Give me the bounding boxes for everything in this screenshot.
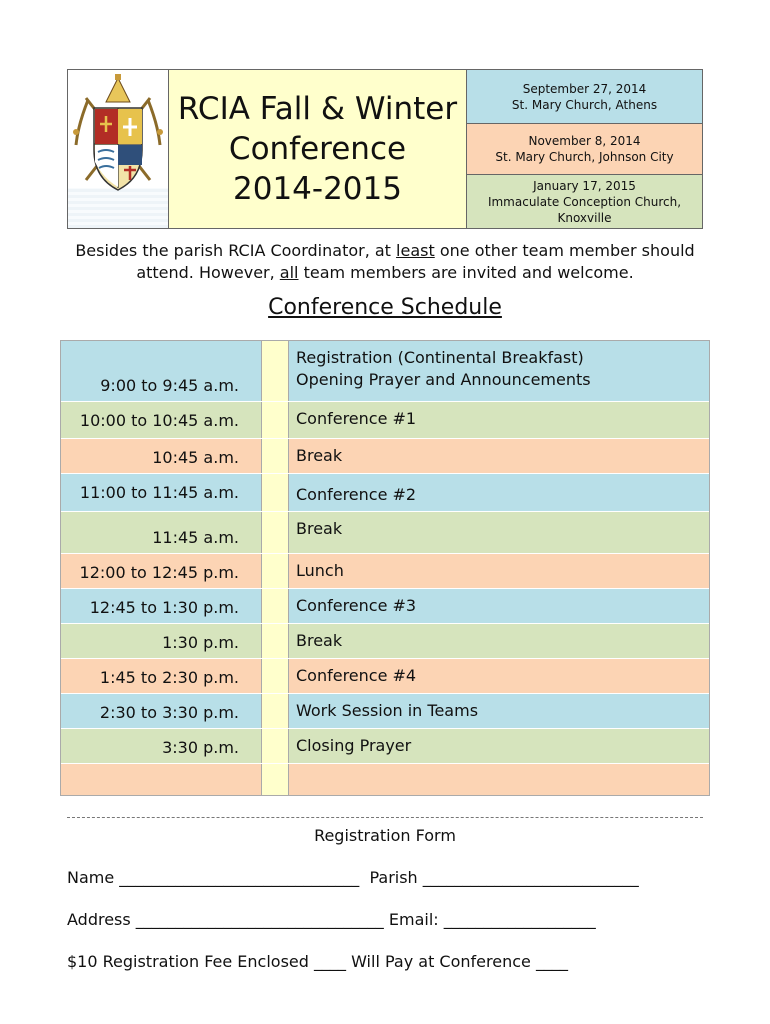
time-cell: 12:45 to 1:30 p.m.	[61, 589, 261, 623]
time-cell: 10:45 a.m.	[61, 439, 261, 473]
schedule-table	[60, 340, 710, 796]
activity-cell	[289, 341, 709, 401]
event-place: Knoxville	[557, 210, 612, 225]
time-cell: 11:00 to 11:45 a.m.	[61, 474, 261, 511]
intro-part: Besides the parish RCIA Coordinator, at	[75, 241, 397, 260]
spacer-cell	[261, 589, 289, 623]
spacer-cell	[261, 729, 289, 763]
intro-emphasis: least	[396, 241, 435, 260]
event-place: St. Mary Church, Johnson City	[495, 150, 674, 164]
fee-line[interactable]: $10 Registration Fee Enclosed ____ Will Pay at Conference ____	[67, 952, 568, 971]
time-cell: 2:30 to 3:30 p.m.	[61, 694, 261, 728]
address-email-line[interactable]: Address _______________________________ Email: ___________________	[67, 910, 596, 929]
title-line: RCIA Fall & Winter	[177, 91, 458, 127]
event-date: September 27, 2014	[522, 81, 647, 96]
spacer-cell	[261, 694, 289, 728]
table-row	[61, 729, 709, 764]
spacer-cell	[261, 439, 289, 473]
activity-cell: Conference #2	[289, 474, 709, 511]
spacer-cell	[261, 624, 289, 658]
activity-cell: Conference #4	[289, 659, 709, 693]
event-date: November 8, 2014	[528, 134, 641, 148]
spacer-cell	[261, 659, 289, 693]
table-row	[61, 512, 709, 554]
table-row	[61, 341, 709, 402]
time-cell: 10:00 to 10:45 a.m.	[61, 402, 261, 438]
table-row	[61, 474, 709, 512]
event-item	[467, 70, 702, 124]
activity-cell: Break	[289, 512, 709, 553]
table-row	[61, 589, 709, 624]
spacer-cell	[261, 474, 289, 511]
time-cell: 9:00 to 9:45 a.m.	[61, 341, 261, 401]
time-cell	[61, 764, 261, 795]
event-date: January 17, 2015	[533, 178, 636, 193]
time-cell: 1:30 p.m.	[61, 624, 261, 658]
title-cell	[169, 70, 467, 228]
time-cell: 3:30 p.m.	[61, 729, 261, 763]
activity-cell: Closing Prayer	[289, 729, 709, 763]
event-item	[467, 175, 702, 228]
intro-text	[60, 240, 710, 284]
event-item	[467, 124, 702, 175]
spacer-cell	[261, 764, 289, 795]
activity-cell: Break	[289, 439, 709, 473]
time-cell: 1:45 to 2:30 p.m.	[61, 659, 261, 693]
schedule-title: Conference Schedule	[268, 295, 502, 320]
spacer-cell	[261, 341, 289, 401]
event-place: St. Mary Church, Athens	[511, 97, 658, 112]
spacer-cell	[261, 402, 289, 438]
time-cell: 12:00 to 12:45 p.m.	[61, 554, 261, 588]
activity-text: Registration (Continental Breakfast)	[296, 348, 584, 367]
activity-cell	[289, 764, 709, 795]
time-cell: 11:45 a.m.	[61, 512, 261, 553]
intro-part: team members are invited and welcome.	[298, 263, 634, 282]
table-row	[61, 694, 709, 729]
table-row	[61, 439, 709, 474]
activity-cell: Conference #1	[289, 402, 709, 438]
activity-cell: Conference #3	[289, 589, 709, 623]
title-line: 2014-2015	[233, 171, 402, 207]
activity-cell: Lunch	[289, 554, 709, 588]
event-list	[467, 70, 702, 228]
activity-cell: Break	[289, 624, 709, 658]
name-parish-line[interactable]: Name ______________________________ Parish ___________________________	[67, 868, 639, 887]
diocese-crest-icon	[68, 70, 169, 210]
intro-part: one other team member should attend. However,	[136, 241, 695, 282]
dashed-divider	[67, 817, 703, 818]
intro-emphasis: all	[279, 263, 299, 282]
table-row	[61, 659, 709, 694]
header-table	[67, 69, 703, 229]
activity-text: Opening Prayer and Announcements	[296, 370, 591, 389]
table-row	[61, 554, 709, 589]
diocese-crest-cell	[68, 70, 169, 228]
registration-form-title: Registration Form	[314, 826, 456, 845]
table-row	[61, 624, 709, 659]
spacer-cell	[261, 512, 289, 553]
table-row	[61, 402, 709, 439]
spacer-cell	[261, 554, 289, 588]
title-line: Conference	[228, 131, 407, 167]
table-row	[61, 764, 709, 795]
event-place: Immaculate Conception Church,	[487, 194, 682, 209]
activity-cell: Work Session in Teams	[289, 694, 709, 728]
